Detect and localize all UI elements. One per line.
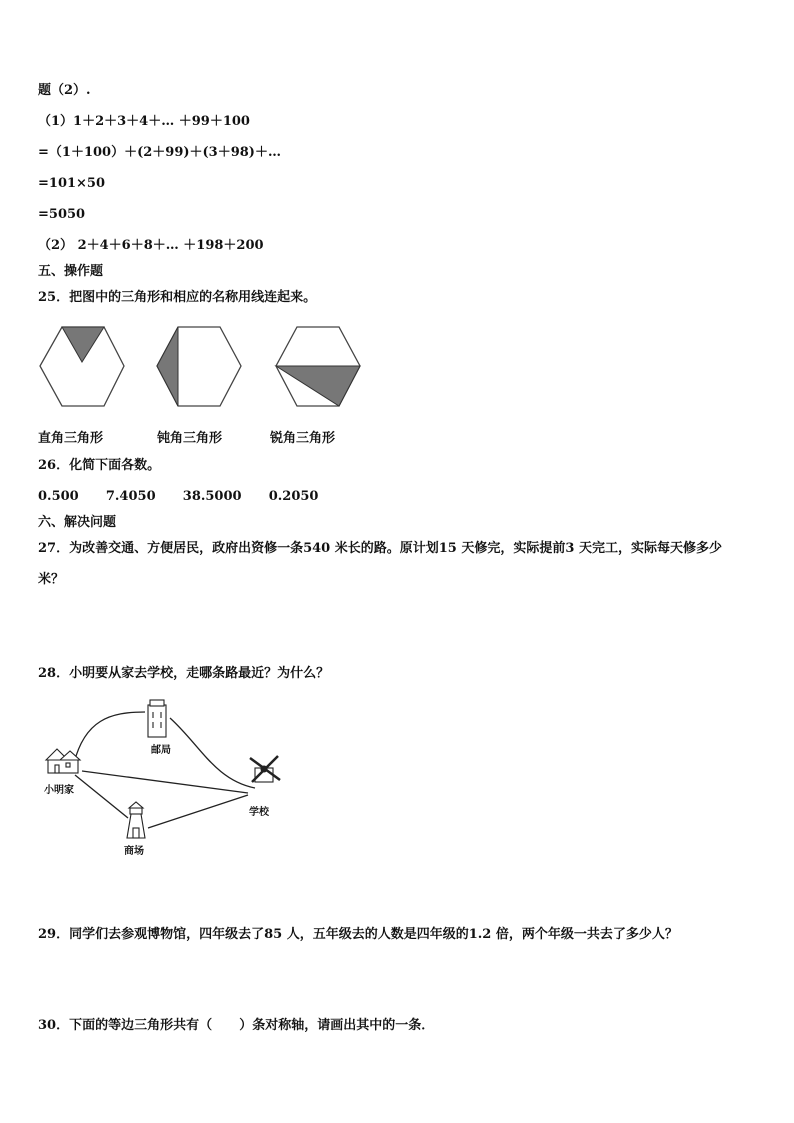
school-icon [250,756,280,782]
answer-line-5: =5050 [38,207,86,222]
route-home-school [82,771,248,793]
label-school: 学校 [249,807,269,818]
route-home-post [74,712,145,763]
route-post-school [170,718,255,788]
answer-line-6: （2） 2＋4＋6＋8＋… ＋198＋200 [38,238,264,253]
section-5-heading: 五、操作题 [38,264,104,279]
label-obtuse-triangle: 钝角三角形 [157,431,223,446]
answer-line-3: =（1＋100）＋(2＋99)＋(3＋98)＋… [38,145,281,160]
question-27-cont: 米？ [38,572,65,587]
label-right-triangle: 直角三角形 [38,431,104,446]
route-home-mall [75,775,128,818]
question-26-values: 0.500 7.4050 38.5000 0.2050 [38,489,319,504]
question-27: 27．为改善交通、方便居民，政府出资修一条540 米长的路。原计划15 天修完，实际提前3 天完工，实际每天修多少 [38,541,722,556]
label-home: 小明家 [44,785,74,796]
question-28: 28．小明要从家去学校，走哪条路最近？为什么？ [38,666,330,681]
question-29: 29．同学们去参观博物馆，四年级去了85 人，五年级去的人数是四年级的1.2 倍，两个年级一共去了多少人？ [38,927,678,942]
answer-line-4: =101×50 [38,176,106,191]
section-6-heading: 六、解决问题 [38,515,117,530]
home-icon [46,749,80,773]
label-post-office: 邮局 [151,745,171,756]
question-26: 26．化简下面各数。 [38,458,161,473]
label-acute-triangle: 锐角三角形 [270,431,336,446]
answer-line-2: （1）1＋2＋3＋4＋… ＋99＋100 [38,114,250,129]
post-office-icon [148,700,166,737]
label-mall: 商场 [124,846,144,857]
question-30: 30．下面的等边三角形共有（ ）条对称轴，请画出其中的一条． [38,1018,435,1033]
question-25: 25．把图中的三角形和相应的名称用线连起来。 [38,290,317,305]
mall-icon [127,802,145,838]
answer-line-1: 题（2）. [38,83,91,98]
route-mall-school [148,795,248,828]
